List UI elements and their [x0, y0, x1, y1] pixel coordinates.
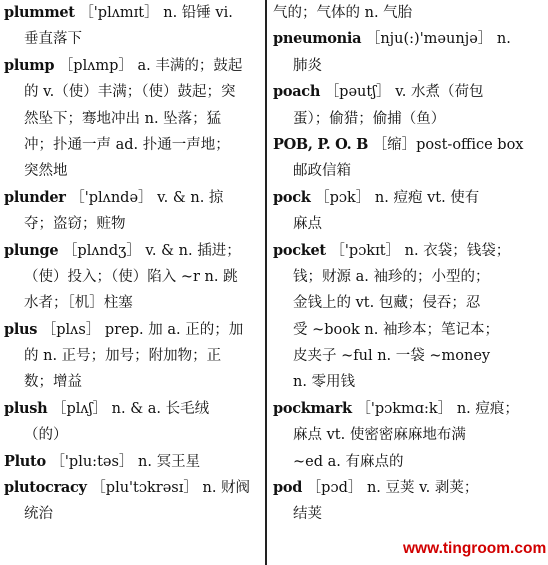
entry-line: [4, 396, 260, 422]
headword: POB, P. O. B: [273, 135, 369, 153]
definition-text: 夺；盗窃；赃物: [24, 216, 126, 233]
entry-line: [273, 422, 543, 448]
entry-line: [4, 211, 260, 237]
headword: pocket: [273, 241, 326, 259]
entry-line: [273, 475, 543, 501]
entry-plush: [4, 396, 260, 449]
definition-text: 气的；气体的 n. 气胎: [273, 5, 413, 21]
entry-poach: [273, 79, 543, 132]
entry-pock: [273, 185, 543, 238]
definition-text: 蛋）；偷猎；偷捕（鱼）: [293, 110, 446, 127]
definition-text: 受 ~book n. 袖珍本；笔记本；: [293, 321, 499, 338]
left-column: [4, 0, 260, 528]
entry-plus: [4, 317, 260, 396]
headword: pock: [273, 188, 311, 206]
entry-line: [273, 185, 543, 211]
entry-plump: [4, 53, 260, 185]
entry-line: [4, 53, 260, 79]
entry-line: [273, 211, 543, 237]
headword: Pluto: [4, 452, 46, 470]
entry-continuation: [273, 0, 543, 26]
entry-pneumonia: [273, 26, 543, 79]
definition-text: ［plʌs］ prep. 加 a. 正的；加: [41, 321, 244, 338]
definition-text: ［plu'tɔkrəsɪ］ n. 财阀: [91, 480, 251, 497]
entry-line: [273, 53, 543, 79]
definition-text: ［plʌʃ］ n. & a. 长毛绒: [52, 400, 210, 417]
entry-line: [273, 158, 543, 184]
entry-line: [4, 26, 260, 52]
definition-text: ［'plʌmɪt］ n. 铅锤 vi.: [79, 5, 233, 21]
definition-text: 钱；财源 a. 袖珍的；小型的；: [293, 268, 490, 285]
definition-text: 结荚: [293, 506, 322, 523]
definition-text: ［pɔk］ n. 痘疱 vt. 使有: [315, 189, 480, 206]
definition-text: ［nju(:)'məunjə］ n.: [365, 31, 511, 48]
entry-pluto: [4, 449, 260, 475]
definition-text: 肺炎: [293, 57, 322, 74]
entry-line: [4, 0, 260, 26]
entry-line: [4, 475, 260, 501]
entry-line: [4, 449, 260, 475]
definition-text: ［'plu:təs］ n. 冥王星: [50, 453, 201, 470]
definition-text: 邮政信箱: [293, 163, 351, 180]
definition-text: ［pəutʃ］ v. 水煮（荷包: [324, 84, 484, 101]
right-column: [273, 0, 543, 528]
entry-line: [273, 343, 543, 369]
definition-text: 皮夹子 ~ful n. 一袋 ~money: [293, 348, 491, 365]
entry-line: [273, 132, 543, 158]
definition-text: 然坠下；骞地冲出 n. 坠落；猛: [24, 110, 222, 127]
entry-line: [273, 79, 543, 105]
headword: plush: [4, 399, 48, 417]
entry-line: [273, 449, 543, 475]
entry-plunge: [4, 238, 260, 317]
entry-line: [4, 369, 260, 395]
definition-text: （的）: [24, 427, 68, 444]
entry-line: [4, 158, 260, 184]
entry-line: [4, 106, 260, 132]
definition-text: ［'pɔkɪt］ n. 衣袋；钱袋；: [330, 242, 511, 259]
entry-line: [4, 238, 260, 264]
definition-text: （使）投入；（使）陷入 ~r n. 跳: [24, 268, 238, 285]
definition-text: 麻点: [293, 216, 322, 233]
entry-line: [273, 238, 543, 264]
entry-line: [4, 132, 260, 158]
site-watermark: www.tingroom.com: [403, 540, 547, 557]
headword: plunder: [4, 188, 66, 206]
headword: plus: [4, 320, 38, 338]
definition-text: 突然地: [24, 163, 68, 180]
definition-text: ［'pɔkmɑ:k］ n. 痘痕；: [356, 400, 519, 417]
entry-line: [273, 106, 543, 132]
entry-line: [4, 290, 260, 316]
entry-line: [273, 501, 543, 527]
entry-line: [273, 369, 543, 395]
definition-text: 垂直落下: [24, 31, 82, 48]
headword: pockmark: [273, 399, 352, 417]
entry-line: [4, 264, 260, 290]
entry-line: [4, 79, 260, 105]
headword: pneumonia: [273, 30, 362, 48]
entry-line: [4, 343, 260, 369]
entry-line: [4, 317, 260, 343]
headword: plummet: [4, 4, 75, 21]
entry-line: [273, 26, 543, 52]
definition-text: ~ed a. 有麻点的: [293, 453, 404, 470]
definition-text: ［pɔd］ n. 豆荚 v. 剥荚；: [306, 480, 479, 497]
entry-line: [273, 264, 543, 290]
definition-text: 冲；扑通一声 ad. 扑通一声地；: [24, 136, 230, 153]
entry-pocket: [273, 238, 543, 396]
definition-text: n. 零用钱: [293, 374, 356, 391]
entry-pod: [273, 475, 543, 528]
entry-line: [273, 317, 543, 343]
definition-text: 水者；［机］柱塞: [24, 295, 133, 312]
entry-plummet: [4, 0, 260, 53]
definition-text: 数；增益: [24, 374, 82, 391]
headword: poach: [273, 83, 321, 101]
entry-line: [4, 185, 260, 211]
entry-line: [273, 0, 543, 26]
entry-line: [4, 501, 260, 527]
entry-pob: [273, 132, 543, 185]
headword: plunge: [4, 241, 59, 259]
definition-text: 的 v.（使）丰满；（使）鼓起；突: [24, 84, 236, 101]
headword: pod: [273, 479, 303, 497]
entry-plutocracy: [4, 475, 260, 528]
definition-text: ［plʌmp］ a. 丰满的；鼓起: [58, 57, 243, 74]
definition-text: ［'plʌndə］ v. & n. 掠: [70, 189, 224, 206]
headword: plutocracy: [4, 479, 87, 497]
definition-text: 统治: [24, 506, 53, 523]
entry-line: [273, 290, 543, 316]
entry-line: [4, 422, 260, 448]
definition-text: 麻点 vt. 使密密麻麻地布满: [293, 427, 466, 444]
definition-text: ［plʌndʒ］ v. & n. 插进；: [62, 242, 241, 259]
definition-text: 金钱上的 vt. 包藏；侵吞；忍: [293, 295, 481, 312]
entry-pockmark: [273, 396, 543, 475]
definition-text: ［缩］post-office box: [372, 136, 524, 153]
definition-text: 的 n. 正号；加号；附加物；正: [24, 348, 222, 365]
entry-line: [273, 396, 543, 422]
entry-plunder: [4, 185, 260, 238]
headword: plump: [4, 56, 55, 74]
column-divider: [265, 0, 267, 565]
